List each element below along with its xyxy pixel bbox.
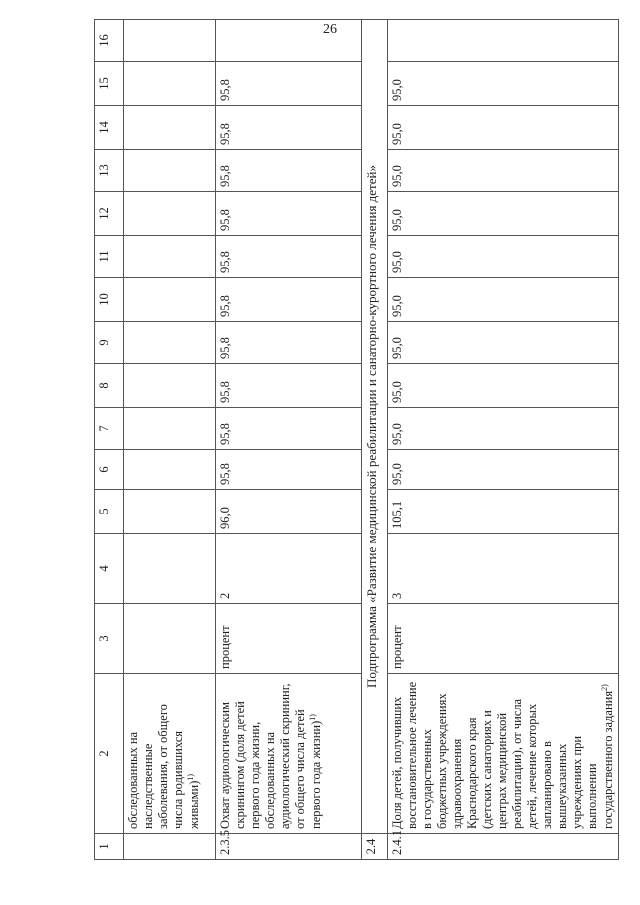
indicator-name-cell: Доля детей, получивших восстановительное лечение в государственных бюджетных учреждениях здравоохранения Краснодарского края (детских санаториях и центрах медицинской реабилитации), от числа детей, лечение которых запланировано в вышеуказанных учреждениях при выполнении государственного задания$^{2)}$ — [388, 674, 619, 834]
value-cell: 95,0 — [388, 150, 619, 192]
value-cell: 95,8 — [216, 236, 362, 278]
row-number-cell: 2.3.5 — [216, 834, 362, 860]
header-cell: 4 — [95, 534, 124, 604]
header-cell: 9 — [95, 322, 124, 364]
value-cell: 96,0 — [216, 490, 362, 534]
table-cell — [124, 20, 216, 62]
header-cell: 12 — [95, 192, 124, 236]
value-cell: 95,0 — [388, 278, 619, 322]
value-cell: 95,0 — [388, 364, 619, 408]
row-number-cell — [124, 834, 216, 860]
page-number: 26 — [323, 22, 337, 37]
status-cell: 3 — [388, 534, 619, 604]
header-cell: 2 — [95, 674, 124, 834]
table-cell — [124, 192, 216, 236]
header-cell: 15 — [95, 62, 124, 106]
value-cell: 95,0 — [388, 62, 619, 106]
unit-cell: процент — [388, 604, 619, 674]
header-cell: 5 — [95, 490, 124, 534]
header-cell: 7 — [95, 408, 124, 450]
value-cell: 95,8 — [216, 192, 362, 236]
table-cell — [124, 490, 216, 534]
table-row-continuation — [124, 20, 216, 860]
header-cell: 3 — [95, 604, 124, 674]
table-cell — [216, 20, 362, 62]
value-cell: 95,0 — [388, 106, 619, 150]
header-cell: 13 — [95, 150, 124, 192]
value-cell: 95,8 — [216, 150, 362, 192]
header-cell: 14 — [95, 106, 124, 150]
value-cell: 95,0 — [388, 450, 619, 490]
subprogram-row — [362, 20, 388, 860]
header-cell: 16 — [95, 20, 124, 62]
subprogram-title-cell: Подпрограмма «Развитие медицинской реабилитации и санаторно-курортного лечения детей» — [362, 20, 388, 834]
table-cell — [124, 236, 216, 278]
subprogram-number-cell: 2.4 — [362, 834, 388, 860]
status-cell: 2 — [216, 534, 362, 604]
table-cell — [124, 62, 216, 106]
value-cell: 95,8 — [216, 408, 362, 450]
table-cell — [124, 322, 216, 364]
rotated-table — [94, 34, 616, 860]
value-cell: 95,0 — [388, 322, 619, 364]
indicator-name-cell: обследованных на наследственные заболевания, от общего числа родившихся живыми)$^{1)}$ — [124, 674, 216, 834]
table-cell — [124, 106, 216, 150]
table-cell — [124, 278, 216, 322]
header-cell: 11 — [95, 236, 124, 278]
table-cell — [388, 20, 619, 62]
table-cell — [124, 534, 216, 604]
value-cell: 95,8 — [216, 364, 362, 408]
value-cell: 95,0 — [388, 192, 619, 236]
header-cell: 10 — [95, 278, 124, 322]
table-row-2-4-1 — [388, 20, 619, 860]
value-cell: 95,8 — [216, 278, 362, 322]
table-row-2-3-5 — [216, 20, 362, 860]
value-cell: 95,8 — [216, 450, 362, 490]
value-cell: 95,0 — [388, 408, 619, 450]
table-cell — [124, 150, 216, 192]
table-cell — [124, 604, 216, 674]
value-cell: 95,8 — [216, 322, 362, 364]
row-number-cell: 2.4.1 — [388, 834, 619, 860]
table-cell — [124, 450, 216, 490]
rotated-table-wrapper — [94, 34, 616, 860]
unit-cell: процент — [216, 604, 362, 674]
header-row — [95, 20, 124, 860]
header-cell: 6 — [95, 450, 124, 490]
table-cell — [124, 408, 216, 450]
value-cell: 95,0 — [388, 236, 619, 278]
header-cell: 8 — [95, 364, 124, 408]
table-cell — [124, 364, 216, 408]
value-cell: 95,8 — [216, 62, 362, 106]
indicator-name-cell: Охват аудиологическим скринингом (доля детей первого года жизни, обследованных на аудиологический скрининг, от общего числа детей первого года жизни)$^{1)}$ — [216, 674, 362, 834]
indicator-table — [94, 19, 619, 860]
value-cell: 95,8 — [216, 106, 362, 150]
value-cell: 105,1 — [388, 490, 619, 534]
header-cell: 1 — [95, 834, 124, 860]
